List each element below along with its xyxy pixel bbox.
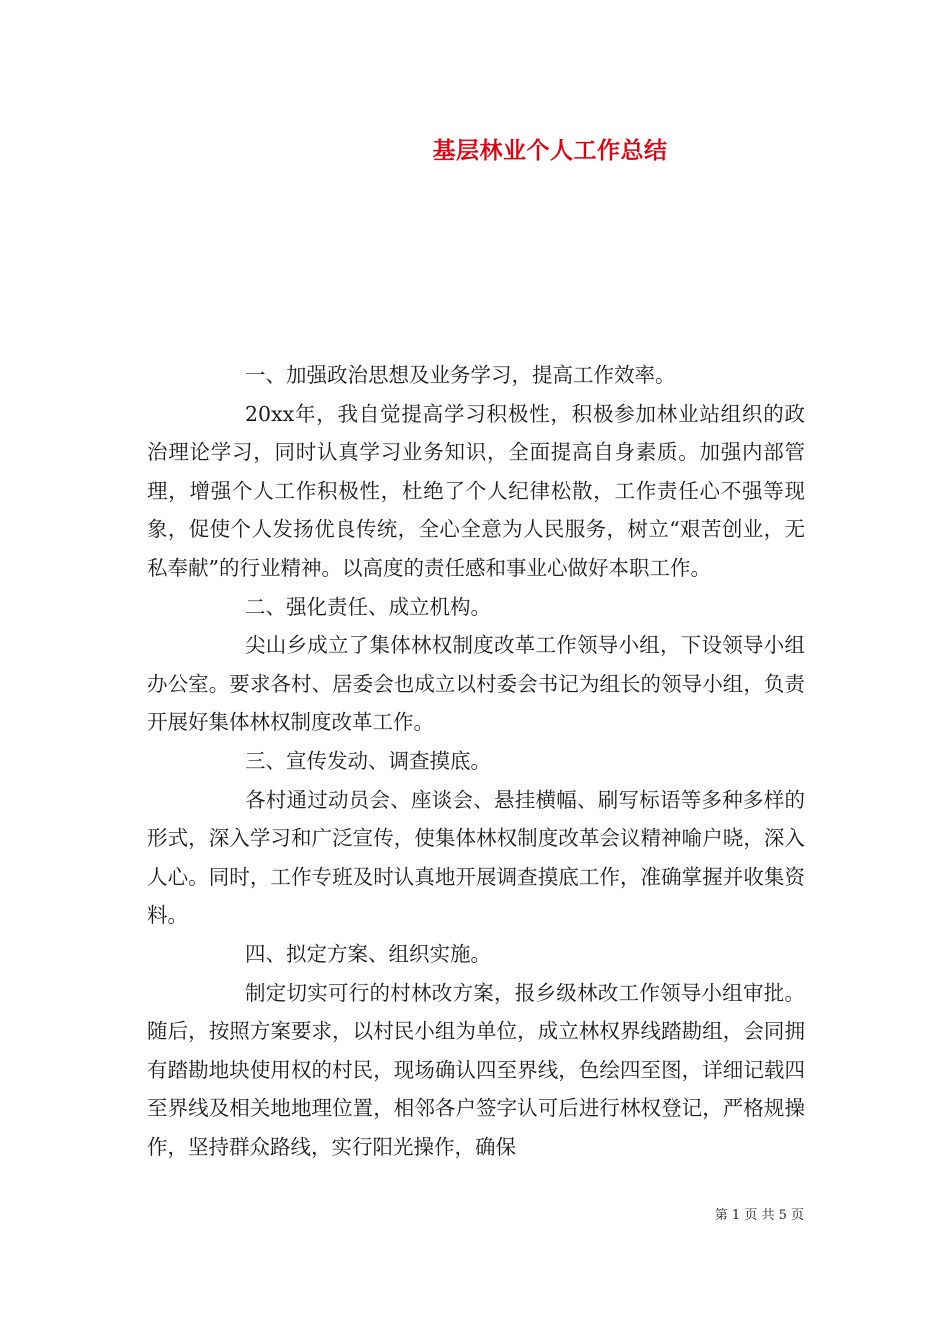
- section-heading-4: 四、拟定方案、组织实施。: [245, 941, 491, 966]
- page-number-footer: 第 1 页 共 5 页: [714, 1208, 804, 1223]
- section-heading-2: 二、强化责任、成立机构。: [245, 594, 491, 619]
- document-body: [147, 356, 805, 1166]
- body-paragraph-3: 各村通过动员会、座谈会、悬挂横幅、刷写标语等多种多样的形式，深入学习和广泛宣传，使集体林权制度改革会议精神喻户晓，深入人心。同时，工作专班及时认真地开展调查摸底工作，准确掌握并收集资料。: [147, 787, 805, 928]
- body-paragraph-2: 尖山乡成立了集体林权制度改革工作领导小组，下设领导小组办公室。要求各村、居委会也成立以村委会书记为组长的领导小组，负责开展好集体林权制度改革工作。: [147, 633, 805, 735]
- body-paragraph-1: 20xx年，我自觉提高学习积极性，积极参加林业站组织的政治理论学习，同时认真学习业务知识，全面提高自身素质。加强内部管理，增强个人工作积极性，杜绝了个人纪律松散，工作责任心不强等现象，促使个人发扬优良传统，全心全意为人民服务，树立“艰苦创业，无私奉献”的行业精神。以高度的责任感和事业心做好本职工作。: [147, 401, 805, 580]
- section-heading-3: 三、宣传发动、调查摸底。: [245, 748, 491, 773]
- document-title: 基层林业个人工作总结: [432, 137, 668, 164]
- body-paragraph-4: 制定切实可行的村林改方案，报乡级林改工作领导小组审批。随后，按照方案要求，以村民小组为单位，成立林权界线踏勘组，会同拥有踏勘地块使用权的村民，现场确认四至界线，色绘四至图，详细记载四至界线及相关地地理位置，相邻各户签字认可后进行林权登记，严格规操作，坚持群众路线，实行阳光操作，确保: [147, 980, 805, 1159]
- section-heading-1: 一、加强政治思想及业务学习，提高工作效率。: [245, 363, 676, 387]
